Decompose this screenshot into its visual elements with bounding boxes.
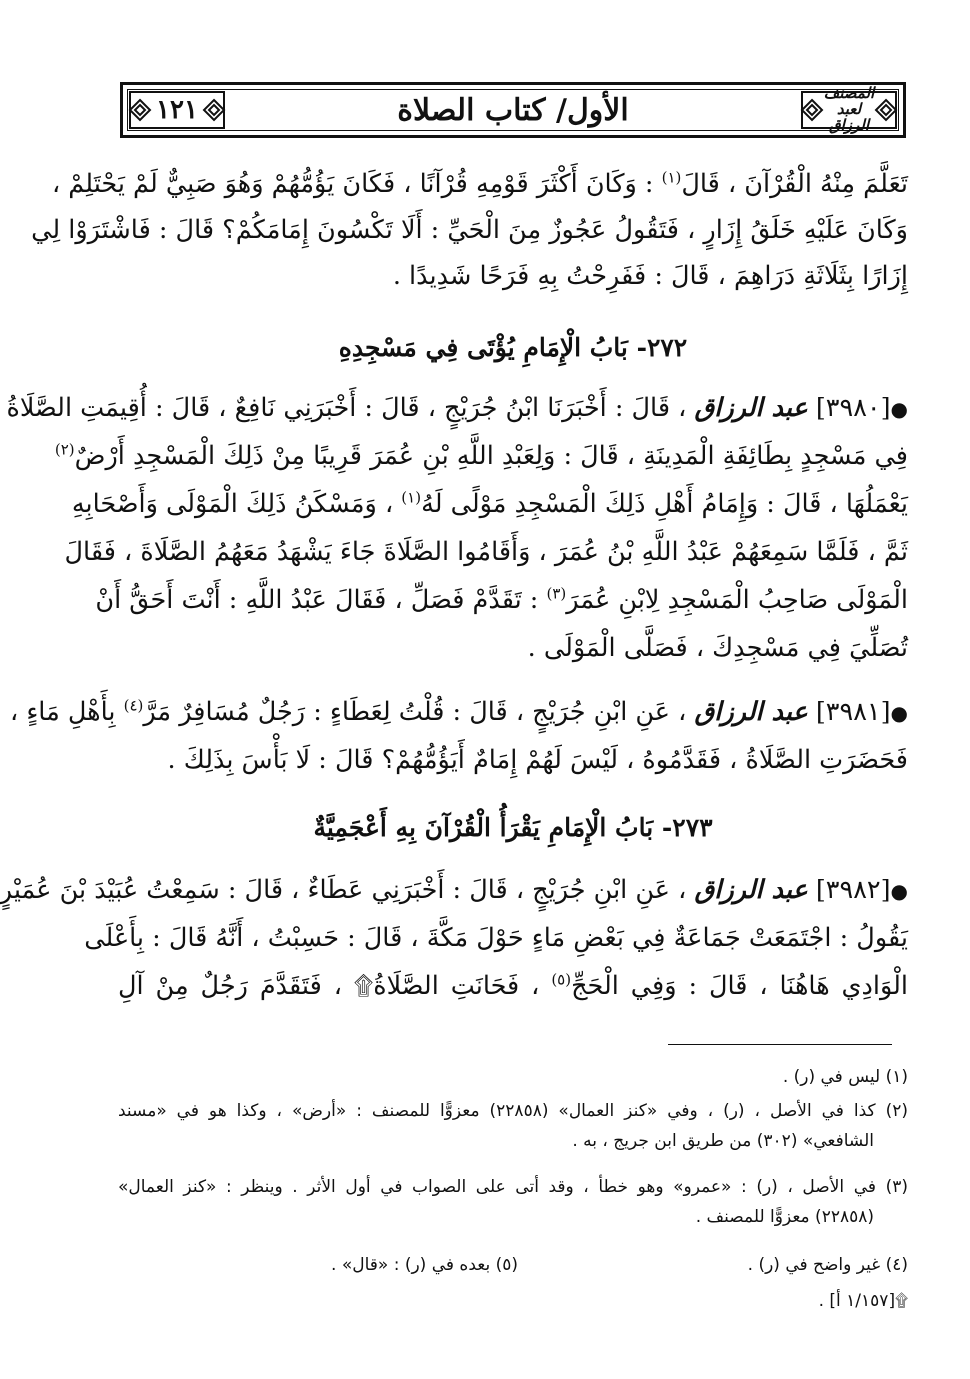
hadith-3981-line: فَحَضَرَتِ الصَّلَاةُ ، فَقَدَّمُوهُ ، لَيْسَ لَهُمْ إِمَامٌ أَيَؤُمُّهُمْ؟ قَالَ : لَا بَأْسَ بِذَلِكَ . — [167, 745, 908, 775]
page-header — [120, 82, 906, 138]
hadith-number: [٣٩٨٠] — [815, 393, 891, 423]
knot-ornament-icon — [129, 99, 151, 121]
hadith-number: [٣٩٨١] — [815, 697, 891, 727]
hadith-3980-line: ثَمَّ ، فَلَمَّا سَمِعَهُمْ عَبْدُ اللَّهِ بْنُ عُمَرَ ، وَأَقَامُوا الصَّلَاةَ جَاءَ يَشْهَدُ مَعَهُمُ الصَّلَاةَ ، فَقَالَ — [64, 537, 908, 567]
page-number: ١٢١ — [156, 95, 198, 125]
footnote-separator — [668, 1044, 892, 1045]
hadith-number: [٣٩٨٢] — [815, 875, 891, 905]
sheikh-name: عبد الرزاق — [694, 697, 808, 727]
footnote: (٢) كذا في الأصل ، (ر) ، وفي «كنز العمال» (٢٢٨٥٨) معزوًّا للمصنف : «أرض» ، وكذا هو في «مسند — [118, 1101, 908, 1121]
footnote-pair — [118, 1250, 908, 1280]
footnote: (٤) غير واضح في (ر) . — [747, 1255, 908, 1275]
footnote-marker: (٢) — [54, 440, 75, 459]
hadith-3980-line: الْمَوْلَى صَاحِبُ الْمَسْجِدِ لِابْنِ عُمَرَ$^{(٣)}$ : تَقَدَّمْ فَصَلِّ ، فَقَالَ عَبْدُ اللَّهِ : أَنْتَ أَحَقُّ أَنْ — [95, 584, 908, 615]
footnote: (١) ليس في (ر) . — [782, 1067, 908, 1087]
footnote: (٥) بعده في (ر) : «قال» . — [331, 1255, 518, 1275]
brand-cartouche — [801, 84, 897, 134]
knot-ornament-icon — [203, 99, 225, 121]
footnote: الشافعي» (٣٠٢) من طريق ابن جريج ، به . — [572, 1131, 874, 1151]
text-line: إِزَارًا بِثَلَاثَةِ دَرَاهِمَ ، قَالَ : فَفَرِحْتُ بِهِ فَرَحًا شَدِيدًا . — [392, 261, 908, 291]
text-line: تَعَلَّمَ مِنْهُ الْقُرْآنَ ، قَالَ$^{(١)}$ : وَكَانَ أَكْثَرَ قَوْمِهِ قُرْآنًا ، فَكَانَ يَؤُمُّهُمْ وَهُوَ صَبِيٌّ لَمْ يَحْتَلِمْ ، — [51, 168, 908, 199]
page-number-cartouche — [129, 91, 225, 129]
hadith-3982-line: الْوَادِي هَاهُنَا ، قَالَ : وَفِي الْحَجِّ$^{(٥)}$ ، فَحَانَتِ الصَّلَاةُ۩ ، فَتَقَدَّمَ رَجُلٌ مِنْ آلِ — [118, 970, 908, 1001]
bullet-icon: ● — [890, 397, 908, 421]
hadith-3980-line: تُصَلِّيَ فِي مَسْجِدِكَ ، فَصَلَّى الْمَوْلَى . — [527, 633, 908, 663]
hadith-3982-line: يَقُولُ : اجْتَمَعَتْ جَمَاعَةٌ فِي بَعْضِ مَاءٍ حَوْلَ مَكَّةَ ، قَالَ : حَسِبْتُ ، أَنَّهُ قَالَ : بِأَعْلَى — [84, 923, 908, 953]
running-title: الأول/ كتاب الصلاة — [397, 92, 629, 128]
hadith-3980-line: يَعْمَلُهَا ، قَالَ : وَإِمَامُ أَهْلِ ذَلِكَ الْمَسْجِدِ مَوْلًى لَهُ$^{(١)}$ ، وَمَسْكَنُ ذَلِكَ الْمَوْلَى وَأَصْحَابِهِ — [71, 488, 908, 519]
brand-logo: المصنف لعبد الرزاق — [823, 84, 875, 134]
footnote-marker: (٤) — [123, 696, 144, 715]
hadith-3980-line: ●[٣٩٨٠] عبد الرزاق ، قَالَ : أَخْبَرَنَا ابْنُ جُرَيْجٍ ، قَالَ : أَخْبَرَنِي نَافِعٌ ، قَالَ : أُقِيمَتِ الصَّلَاةُ — [6, 393, 908, 423]
footnote-marker: (٥) — [551, 970, 572, 989]
footnote-marker: (١) — [401, 488, 422, 507]
footnote: (٣) في الأصل ، (ر) : «عمرو» وهو خطأ ، وقد أتى على الصواب في أول الأثر . وينظر : «كنز العمال» — [118, 1177, 908, 1197]
sheikh-name: عبد الرزاق — [694, 393, 808, 423]
sheikh-name: عبد الرزاق — [694, 875, 808, 905]
hadith-3982-line: ●[٣٩٨٢] عبد الرزاق ، عَنِ ابْنِ جُرَيْجٍ ، قَالَ : أَخْبَرَنِي عَطَاءٌ ، قَالَ : سَمِعْتُ عُبَيْدَ بْنَ عُمَيْرٍ — [0, 875, 908, 905]
bullet-icon: ● — [890, 701, 908, 725]
hadith-3980-line: فِي مَسْجِدٍ بِطَائِفَةِ الْمَدِينَةِ ، قَالَ : وَلِعَبْدِ اللَّهِ بْنِ عُمَرَ قَرِيبًا مِنْ ذَلِكَ الْمَسْجِدِ أَرْضٌ$^{(٢)}$ — [54, 440, 908, 471]
footnote: (٢٢٨٥٨) معزوًّا للمصنف . — [695, 1207, 874, 1227]
footnote-marker: (٣) — [546, 584, 567, 603]
hadith-3981-line: ●[٣٩٨١] عبد الرزاق ، عَنِ ابْنِ جُرَيْجٍ ، قَالَ : قُلْتُ لِعَطَاءٍ : رَجُلٌ مُسَافِرٌ مَرَّ$^{(٤)}$ بِأَهْلِ مَاءٍ ، — [9, 696, 908, 727]
text-line: وَكَانَ عَلَيْهِ خَلَقُ إِزَارٍ ، فَتَقُولُ عَجُوزٌ مِنَ الْحَيِّ : أَلَا تَكْسُونَ إِمَامَكُمْ؟ قَالَ : فَاشْتَرَوْا لِي — [31, 215, 908, 245]
folio-sign-icon: ۩ — [353, 971, 374, 1001]
footnote-marker: (١) — [661, 168, 682, 187]
chapter-heading: ٢٧٢- بَابُ الْإِمَامِ يُؤْتَى فِي مَسْجِدِهِ — [338, 333, 688, 362]
chapter-heading: ٢٧٣- بَابُ الْإِمَامِ يَقْرَأُ الْقُرْآنَ بِهِ أَعْجَمِيَّةٌ — [313, 813, 713, 842]
bullet-icon: ● — [890, 879, 908, 903]
folio-reference: ۩[١/١٥٧ أ] . — [818, 1291, 908, 1311]
